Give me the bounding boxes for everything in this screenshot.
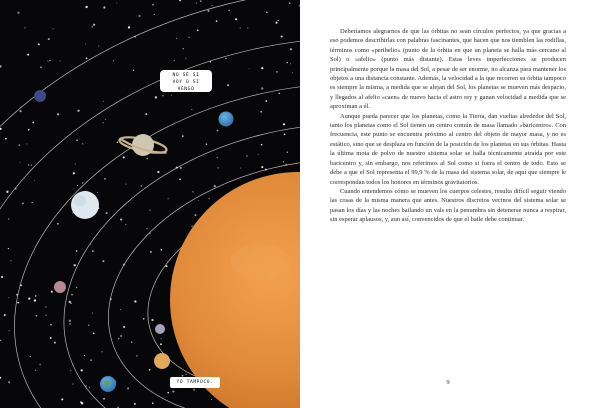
star	[32, 122, 34, 124]
star	[85, 385, 86, 386]
star	[103, 122, 104, 123]
star	[180, 167, 182, 169]
star	[89, 387, 90, 388]
star	[227, 84, 229, 86]
star	[146, 158, 148, 160]
star	[80, 401, 82, 403]
star	[191, 109, 192, 110]
star	[8, 381, 10, 383]
star	[168, 198, 169, 199]
star	[247, 28, 248, 29]
star	[212, 5, 213, 6]
star	[28, 297, 30, 299]
star	[0, 377, 1, 379]
star	[50, 324, 52, 326]
star	[276, 71, 278, 73]
star	[8, 218, 9, 219]
star	[20, 162, 21, 163]
star	[103, 6, 105, 8]
star	[289, 2, 291, 4]
star	[260, 111, 262, 113]
star	[161, 338, 162, 339]
star	[104, 178, 105, 179]
star	[8, 248, 9, 249]
star	[31, 164, 32, 165]
star	[155, 96, 157, 98]
star	[283, 161, 285, 163]
star	[246, 155, 248, 157]
star	[76, 287, 77, 288]
star	[90, 359, 92, 361]
star	[151, 319, 153, 321]
star	[217, 130, 219, 132]
star	[249, 68, 250, 69]
star	[133, 70, 134, 71]
star	[69, 320, 71, 322]
star	[84, 355, 85, 356]
neptune-icon	[34, 90, 46, 102]
speech-line-3: VENGO	[177, 87, 195, 92]
star	[81, 369, 83, 371]
star	[51, 291, 53, 293]
star	[193, 389, 195, 391]
star	[136, 355, 138, 357]
star	[261, 144, 263, 146]
star	[0, 340, 1, 341]
star	[134, 403, 136, 405]
star	[191, 226, 192, 227]
star	[27, 54, 29, 56]
star	[71, 294, 72, 295]
star	[195, 214, 197, 216]
star	[154, 14, 155, 15]
sun-highlight	[230, 244, 290, 280]
star	[50, 337, 52, 339]
star	[161, 249, 163, 251]
star	[217, 157, 218, 158]
star	[70, 303, 71, 304]
star	[24, 27, 25, 28]
star	[106, 212, 108, 214]
star	[240, 168, 241, 169]
star	[284, 134, 286, 136]
star	[185, 58, 186, 59]
star	[123, 156, 125, 158]
star	[125, 224, 126, 225]
venus-icon	[154, 353, 170, 369]
star	[35, 370, 36, 371]
star	[134, 300, 136, 302]
star	[9, 330, 10, 331]
star	[147, 228, 148, 229]
star	[97, 192, 98, 193]
star	[150, 251, 152, 253]
speech-line-1: NO SÉ SI	[172, 73, 200, 78]
star	[261, 67, 263, 69]
star	[131, 341, 133, 343]
star	[174, 60, 175, 61]
star	[265, 100, 267, 102]
star	[240, 27, 241, 28]
star	[0, 128, 2, 130]
star	[171, 95, 172, 96]
star	[73, 172, 75, 174]
paragraph-2: Aunque pueda parecer que los planetas, como la Tierra, dan vueltas alrededor del Sol, tanto los planetas como el Sol tienen un centro común de masa llamado «baricentro». Con frecuencia, este punto se encuentra próximo al centro del objeto de mayor masa, y no es estático, sino que se desplaza en función de la posición de los planetas en sus órbitas. Hasta la última mota de polvo de nuestro sistema solar se halla técnicamente atraída por este baricentro y, sin embargo, nos referimos al Sol como si fuera el centro de todo. Esto se debe a que el Sol representa el 99,9 % de la masa del sistema solar, de aquí que siempre le correspondan todos los honores en términos gravitatorios.	[330, 112, 566, 186]
star	[261, 87, 263, 89]
star	[211, 399, 212, 400]
star	[192, 191, 193, 192]
star	[82, 182, 83, 183]
star	[92, 26, 93, 27]
star	[261, 166, 263, 168]
star	[85, 6, 87, 8]
star	[61, 398, 63, 400]
star	[278, 20, 279, 21]
star	[45, 315, 46, 316]
moon-icon	[155, 324, 165, 334]
star	[93, 24, 95, 26]
star	[160, 343, 162, 345]
star	[152, 4, 154, 6]
star	[69, 301, 71, 303]
star	[39, 364, 41, 366]
star	[217, 167, 218, 168]
star	[290, 63, 291, 64]
speech-bubble-earth: YO TAMPOCO.	[170, 377, 220, 388]
star	[57, 223, 59, 225]
star	[10, 260, 11, 261]
star	[196, 3, 197, 4]
star	[149, 369, 151, 371]
star	[188, 37, 189, 38]
star	[34, 180, 35, 181]
saturn-icon	[118, 134, 167, 156]
speech-line-2: VOY O SI	[172, 80, 200, 85]
star	[93, 332, 95, 334]
star	[126, 184, 127, 185]
star	[182, 135, 184, 137]
jupiter-band	[74, 195, 86, 207]
star	[0, 65, 2, 67]
star	[92, 250, 94, 252]
star	[283, 123, 285, 125]
star	[207, 10, 209, 12]
star	[209, 198, 210, 199]
star	[88, 324, 89, 325]
star	[197, 29, 199, 31]
star	[22, 202, 24, 204]
star	[34, 299, 36, 301]
star	[74, 264, 76, 266]
star	[19, 110, 21, 112]
star	[179, 178, 181, 180]
star	[70, 370, 71, 371]
star	[38, 43, 40, 45]
star	[8, 297, 9, 298]
star	[172, 391, 174, 393]
star	[287, 152, 288, 153]
star	[286, 62, 287, 63]
star	[72, 383, 73, 384]
star	[113, 60, 114, 61]
star	[40, 66, 42, 68]
star	[139, 15, 141, 17]
star	[127, 387, 129, 389]
star	[183, 48, 185, 50]
star	[228, 10, 230, 12]
star	[36, 315, 37, 316]
star	[216, 20, 218, 22]
star	[157, 171, 159, 173]
star	[5, 138, 7, 140]
star	[198, 200, 199, 201]
star	[102, 260, 104, 262]
star	[179, 0, 181, 1]
star	[101, 351, 102, 352]
star	[48, 38, 50, 40]
star	[141, 185, 143, 187]
star	[45, 306, 46, 307]
star	[292, 72, 293, 73]
star	[86, 58, 88, 60]
jupiter-icon	[71, 191, 99, 219]
star	[166, 265, 168, 267]
star	[214, 185, 216, 187]
star	[235, 18, 237, 20]
star	[69, 323, 71, 325]
star	[76, 139, 78, 141]
star	[162, 95, 163, 96]
star	[6, 191, 8, 193]
star	[30, 356, 31, 357]
star	[278, 93, 279, 94]
star	[103, 398, 105, 400]
star	[35, 295, 36, 296]
star	[120, 335, 122, 337]
speech-bubble-uranus	[160, 70, 212, 92]
star	[185, 374, 186, 375]
star	[176, 38, 177, 39]
star	[206, 144, 207, 145]
star	[28, 164, 30, 166]
star	[275, 22, 277, 24]
star	[167, 392, 169, 394]
star	[200, 0, 202, 2]
star	[118, 338, 119, 339]
star	[60, 60, 61, 61]
star	[47, 61, 48, 62]
star	[152, 402, 154, 404]
star	[281, 35, 283, 37]
star	[116, 2, 117, 3]
mars-icon	[54, 281, 66, 293]
body-text	[330, 27, 566, 225]
star	[120, 309, 121, 310]
star	[149, 210, 150, 211]
star	[76, 250, 78, 252]
star	[49, 60, 50, 61]
star	[225, 58, 227, 60]
page-number: 9	[446, 379, 450, 386]
star	[32, 202, 33, 203]
star	[26, 143, 27, 144]
star	[266, 11, 268, 13]
star	[54, 342, 56, 344]
sun-illustration	[170, 172, 300, 408]
star	[77, 110, 79, 112]
star	[98, 46, 99, 47]
star	[128, 26, 130, 28]
star	[85, 44, 86, 45]
star	[57, 113, 59, 115]
star	[105, 119, 106, 120]
star	[77, 185, 78, 186]
star	[103, 101, 104, 102]
star	[28, 129, 30, 131]
star	[145, 113, 147, 115]
paragraph-1: Deberíamos alegrarnos de que las órbitas no sean círculos perfectos, ya que gracias a eso podemos describirlas con palabras fascinantes, que hacen que nos tiemblen las rodillas, términos como «perihelio» (punto de la órbita en que un planeta se halla más cercano al Sol) o «afelio» (punto más distante). Estas leves imperfecciones se producen principalmente porque la masa del Sol, a pesar de ser enorme, no alcanza para mantener los objetos a una distancia constante. Además, la velocidad a la que recorren su órbita tampoco es siempre la misma, a medida que se alejan del Sol, los planetas se mueven más despacio, y llegados al afelio «caen» de nuevo hacia el astro rey y ganan velocidad a medida que se aproximan a él.	[330, 28, 566, 111]
star	[290, 48, 292, 50]
star	[75, 163, 76, 164]
star	[17, 302, 19, 304]
star	[82, 143, 83, 144]
star	[117, 142, 119, 144]
star	[19, 144, 20, 145]
star	[123, 326, 125, 328]
star	[120, 218, 122, 220]
star	[92, 313, 93, 314]
star	[1, 276, 3, 278]
star	[53, 28, 54, 29]
star	[4, 314, 6, 316]
uranus-icon	[219, 112, 234, 127]
star	[17, 12, 19, 14]
star	[143, 318, 145, 320]
paragraph-3: Cuando entendemos cómo se mueven los cuerpos celestes, resulta difícil seguir viendo las cosas de la misma manera que antes. Nuestros discretos vecinos del sistema solar se pasan los días y las noches bailando un vals en la penumbra sin detenerse nunca a respirar, sin esperar aplausos, y, aun así, convencidos de que el baile debe continuar.	[330, 187, 566, 224]
star	[258, 154, 259, 155]
